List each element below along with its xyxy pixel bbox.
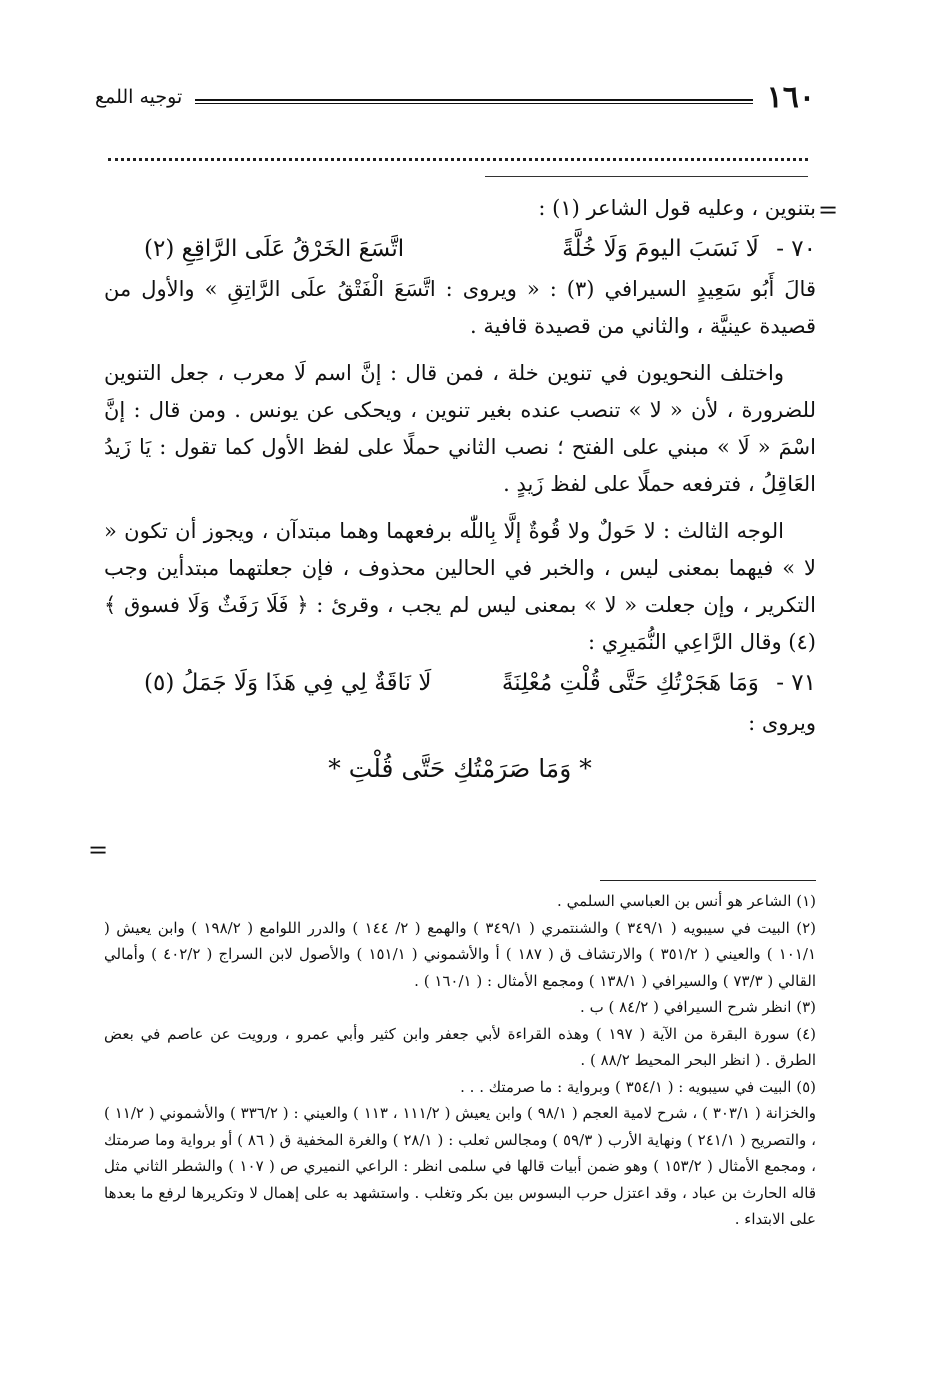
verse-number: ٧١ - xyxy=(776,670,816,696)
footnote-5: (٥) البيت في سيبويه : ( ٣٥٤/١ ) وبرواية : ما صرمتك . . . xyxy=(460,1077,816,1096)
dotted-separator xyxy=(108,158,808,161)
continuation-mark-top: = xyxy=(818,196,839,224)
running-title: توجيه اللمع xyxy=(95,86,183,108)
footnote-1: (١) الشاعر هو أنس بن العباسي السلمي . xyxy=(557,892,816,910)
page-number: ١٦٠ xyxy=(766,80,815,115)
verse-hemistich-first: وَمَا هَجَرْتُكِ حَتَّى قُلْتِ مُعْلِنَةً xyxy=(501,670,759,696)
footnote-rule xyxy=(600,880,816,881)
footnote-5-continued: والخزانة ( ٣٠٣/١ ) ، شرح لامية العجم ( ٩٨/١ ) وابن يعيش ( ١١١/٢ ، ١١٣ ) والعيني : ( ٣٣٦/٢ ) والأشموني ( ١١/٢ ) ، والتصريح ( ٢٤١/١ ) ونهاية الأرب ( ٥٩/٣ ) ومجالس ثعلب : ( ٢٨/١ ) والغرة المخفية ق ( ٨٦ ) أو برواية وما صرمتك ، ومجمع الأمثال ( ١٥٣/٢ ) وهو ضمن أبيات قالها في سلمى انظر : الراعي النميري ص ( ١٠٧ ) والشطر الثاني مثل قاله الحارث بن عباد ، وقد اعتزل حرب البسوس بين بكر وتغلب . واستشهد به على إهمال لا وتكريرها لرفع ما بعدها على الابتداء . xyxy=(104,1104,816,1228)
page-header xyxy=(95,78,815,118)
paragraph-third-aspect: الوجه الثالث : لا حَولٌ ولا قُوةٌ إلَّا بِاللّٰه برفعهما وهما مبتدآن ، ويجوز أن تكون « لا » فيهما بمعنى ليس ، والخبر في الحالين محذوف ، فإن جعلتهما مبتدأين وجب التكرير ، وإن جعلت « لا » بمعنى ليس لم يجب ، وقرئ : ﴿ فَلَا رَفَثٌ وَلَا فسوق ﴾ (٤) وقال الرَّاعِي النُّمَيرِي : xyxy=(104,519,816,654)
footnote-2: (٢) البيت في سيبويه ( ٣٤٩/١ ) والشنتمري ( ٣٤٩/١ ) والهمع ( ٢/ ١٤٤ ) والدرر اللوامع ( ١٩٨/٢ ) وابن يعيش ( ١٠١/١ ) والعيني ( ٣٥١/٢ ) والارتشاف ق ( ١٨٧ ) أ والأشموني ( ١٥١/١ ) والأصول لابن السراج ( ٤٠٢/٢ ) وأمالي القالي ( ٧٣/٣ ) والسيرافي ( ١٣٨/١ ) ومجمع الأمثال : ( ١٦٠/١ ) . xyxy=(104,918,817,990)
paragraph-intro: بتنوين ، وعليه قول الشاعر (١) : xyxy=(538,196,816,220)
verse-number: ٧٠ - xyxy=(776,236,816,262)
separator-underline xyxy=(485,176,808,177)
footnotes xyxy=(104,888,816,1233)
paragraph-variant: ويروى : xyxy=(748,711,816,735)
verse-variant: * وَمَا صَرَمْتُكِ حَتَّى قُلْتِ * xyxy=(328,754,592,783)
paragraph-sirafi: قالَ أَبُو سَعِيدٍ السيرافي (٣) : « ويروى : اتَّسَعَ الْفَتْقُ علَى الرَّاتِقِ » والأول من قصيدة عينيَّة ، والثاني من قصيدة قافية . xyxy=(104,277,816,338)
verse-hemistich-second: لَا نَاقَةٌ لِي فِي هَذَا وَلَا جَمَلُ (٥) xyxy=(144,670,432,696)
footnote-3: (٣) انظر شرح السيرافي ( ٨٤/٢ ) ب . xyxy=(580,998,816,1016)
verse-70 xyxy=(104,227,816,271)
paragraph-grammarians: واختلف النحويون في تنوين خلة ، فمن قال : إنَّ اسم لَا معرب ، جعل التنوين للضرورة ، لأن « لا » تنصب عنده بغير تنوين ، ويحكى عن يونس . ومن قال : إنَّ اسْمَ « لَا » مبني على الفتح ؛ نصب الثاني حملًا على لفظ الأول كما تقول : يَا زَيدُ العَاقِلُ ، فترفعه حملًا على لفظ زَيدٍ . xyxy=(104,361,816,496)
continuation-mark-bottom: = xyxy=(88,836,109,864)
verse-hemistich-second: اتَّسَعَ الخَرْقُ عَلَى الرَّاقِعِ (٢) xyxy=(144,236,405,262)
header-rule xyxy=(195,99,753,104)
footnote-4: (٤) سورة البقرة من الآية ( ١٩٧ ) وهذه القراءة لأبي جعفر وابن كثير وأبي عمرو ، ورويت عن عاصم في بعض الطرق . ( انظر البحر المحيط ٨٨/٢ ) . xyxy=(104,1024,816,1069)
verse-71 xyxy=(104,661,816,705)
main-text xyxy=(104,190,816,794)
verse-hemistich-first: لَا نَسَبَ اليومَ وَلَا خُلَّةً xyxy=(562,236,759,262)
